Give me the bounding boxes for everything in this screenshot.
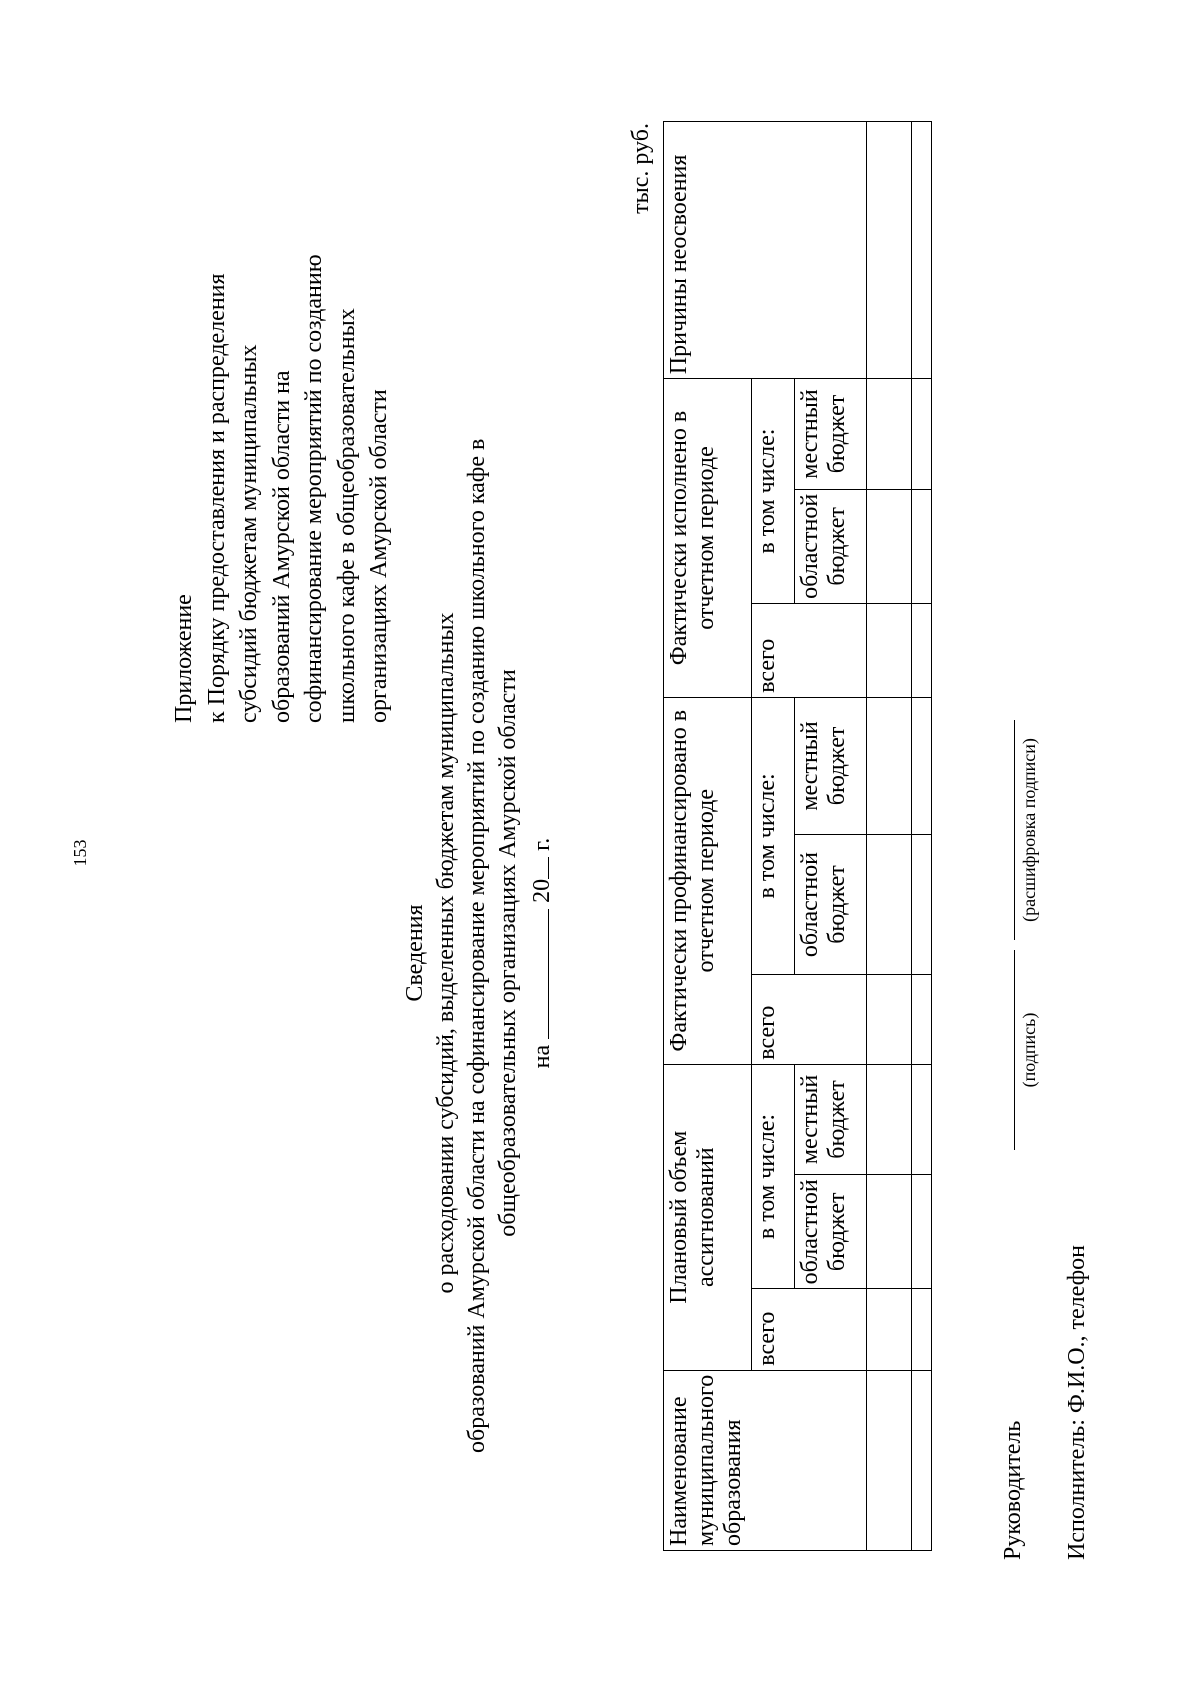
- table-cell[interactable]: [867, 1289, 912, 1370]
- header-reasons: Причины неосвоения: [664, 122, 867, 379]
- table-cell[interactable]: [867, 1175, 912, 1289]
- plan-regional-header: областной бюджет: [795, 1175, 867, 1289]
- executed-total-header: всего: [752, 603, 867, 697]
- appendix-block: [168, 83, 396, 723]
- report-title: Сведения: [402, 904, 428, 1002]
- table-cell[interactable]: [912, 122, 932, 379]
- table-cell[interactable]: [912, 379, 932, 490]
- table-cell[interactable]: [912, 1175, 932, 1289]
- table-cell[interactable]: [912, 1289, 932, 1370]
- plan-total-header: всего: [752, 1289, 867, 1370]
- report-subtitle-line: о расходовании субсидий, выделенных бюджетам муниципальных: [433, 612, 459, 1294]
- units-label: тыс. руб.: [628, 123, 654, 214]
- table-cell[interactable]: [867, 1064, 912, 1175]
- table-cell[interactable]: [867, 1370, 912, 1550]
- table-cell[interactable]: [912, 1370, 932, 1550]
- appendix-line: к Порядку предоставления и распределения: [203, 273, 230, 723]
- appendix-line: субсидий бюджетам муниципальных: [236, 344, 262, 723]
- table-cell[interactable]: [867, 974, 912, 1064]
- plan-including-header: в том числе:: [752, 1064, 795, 1289]
- report-heading: [400, 438, 558, 1453]
- appendix-line: организациях Амурской области: [366, 389, 392, 723]
- table-cell[interactable]: [867, 697, 912, 834]
- appendix-line: образований Амурской области на: [268, 370, 295, 723]
- report-table: [663, 121, 932, 1551]
- executed-local-header: местный бюджет: [795, 379, 867, 490]
- date-blank-day-month: [524, 909, 549, 1039]
- header-planned-volume: Плановый объем ассигнований: [664, 1064, 752, 1370]
- table-cell[interactable]: [912, 603, 932, 697]
- table-cell[interactable]: [912, 1064, 932, 1175]
- appendix-line: софинансирование мероприятий по созданию: [301, 254, 327, 723]
- table-row: [912, 122, 932, 1551]
- head-label: Руководитель: [1000, 1420, 1026, 1560]
- financed-including-header: в том числе:: [752, 697, 795, 974]
- plan-local-header: местный бюджет: [795, 1064, 867, 1175]
- executed-including-header: в том числе:: [752, 379, 795, 604]
- header-municipality: Наименование муниципального образования: [664, 1370, 867, 1550]
- date-blank-year: [524, 857, 549, 879]
- date-line: [524, 453, 558, 1453]
- header-actually-executed: Фактически исполнено в отчетном периоде: [664, 379, 752, 698]
- signature-caption: (подпись): [1014, 950, 1040, 1150]
- table-cell[interactable]: [912, 835, 932, 975]
- transcript-caption: (расшифровка подписи): [1014, 720, 1040, 940]
- appendix-line: Приложение: [171, 594, 197, 723]
- executor-line: Исполнитель: Ф.И.О., телефон: [1064, 1245, 1090, 1560]
- header-actually-financed: Фактически профинансировано в отчетном периоде: [664, 697, 752, 1064]
- table-cell[interactable]: [912, 697, 932, 834]
- report-subtitle-line: общеобразовательных организациях Амурской области: [495, 669, 521, 1237]
- report-subtitle-line: образований Амурской области на софинансирование мероприятий по созданию школьного кафе в: [464, 438, 490, 1453]
- table-row: [867, 122, 912, 1551]
- date-year: 20: [529, 878, 555, 903]
- financed-local-header: местный бюджет: [795, 697, 867, 834]
- table-cell[interactable]: [867, 835, 912, 975]
- financed-total-header: всего: [752, 974, 867, 1064]
- financed-regional-header: областной бюджет: [795, 835, 867, 975]
- table-cell[interactable]: [867, 603, 912, 697]
- date-prefix: на: [529, 1044, 555, 1069]
- date-suffix: г.: [529, 837, 555, 851]
- table-cell[interactable]: [867, 122, 912, 379]
- page-number: 153: [70, 839, 90, 867]
- executed-regional-header: областной бюджет: [795, 489, 867, 603]
- table-cell[interactable]: [912, 974, 932, 1064]
- table-cell[interactable]: [867, 489, 912, 603]
- table-cell[interactable]: [867, 379, 912, 490]
- appendix-line: школьного кафе в общеобразовательных: [333, 308, 360, 723]
- table-cell[interactable]: [912, 489, 932, 603]
